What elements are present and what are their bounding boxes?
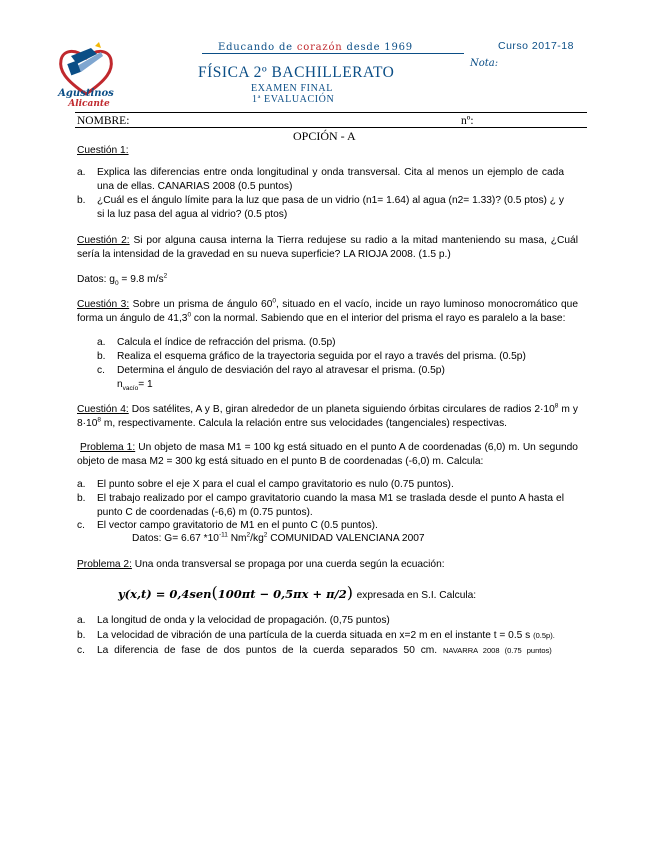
list-marker: a.	[77, 479, 86, 490]
exam-subtitle-evaluation: 1ª EVALUACIÓN	[252, 94, 335, 105]
problem-1: Problema 1: Un objeto de masa M1 = 100 kg está situado en el punto A de coordenadas (6,0) m. Un segundo objeto de masa M2 = 300 kg está situado en el punto B de coordenadas (-6,0) m. Calcula:	[77, 442, 578, 467]
wave-equation: y(x,t) = 0,4sen(100πt − 0,5πx + π/2) expresada en S.I. Calcula:	[118, 583, 477, 602]
question-2: Cuestión 2: Si por alguna causa interna la Tierra redujese su radio a la mitad manteniendo su masa, ¿Cuál sería la intensidad de la gravedad en su nueva superficie? LA RIOJA 2008. (1.5 p.)	[77, 235, 578, 260]
question-3a-text: Calcula el índice de refracción del prisma. (0.5p)	[117, 337, 336, 348]
question-2-title: Cuestión 2:	[77, 235, 130, 246]
problem-1-data: Datos: G= 6.67 $*10^{-11}$ $Nm^2/kg^2$ COMUNIDAD VALENCIANA 2007	[132, 531, 425, 544]
student-name-label: NOMBRE:	[77, 115, 130, 127]
list-marker: c.	[77, 645, 85, 656]
problem-2-title: Problema 2:	[77, 559, 132, 570]
list-marker: c.	[97, 365, 105, 376]
problem-2: Problema 2: Una onda transversal se propaga por una cuerda según la ecuación:	[77, 559, 445, 570]
question-4: Cuestión 4: Dos satélites, A y B, giran alrededor de un planeta siguiendo órbitas circulares de radios $2\cdot 10^8$ m y $8\cdot 10^8$ m, respectivamente. Calcula la relación entre sus velocidades (tangenciales) respectivas.	[77, 402, 579, 429]
problem-2b-text: La velocidad de vibración de una partícula de la cuerda situada en x=2 m en el instante t = 0.5 s (0.5p).	[97, 630, 555, 641]
list-marker: c.	[77, 520, 85, 531]
problem-2a-text: La longitud de onda y la velocidad de propagación. (0,75 puntos)	[97, 615, 390, 626]
logo-text-agustinos: Agustinos	[58, 88, 114, 99]
grade-label: Nota:	[470, 58, 499, 69]
school-motto: Educando de corazón desde 1969	[218, 42, 413, 53]
list-marker: a.	[77, 167, 86, 178]
question-2-data: Datos: $g_0 = 9.8$ $m/s^2$	[77, 272, 168, 288]
header-rule	[202, 53, 464, 54]
list-marker: b.	[77, 493, 86, 504]
question-3b-text: Realiza el esquema gráfico de la trayectoria seguida por el rayo a través del prisma. (0.5p)	[117, 351, 526, 362]
name-rule-top	[75, 112, 587, 113]
question-3: Cuestión 3: Sobre un prisma de ángulo $60^0$, situado en el vacío, incide un rayo luminoso monocromático que forma un ángulo de 41,3$^0$ con la normal. Sabiendo que en el interior del prisma el rayo es paralelo a la base:	[77, 297, 578, 324]
question-4-title: Cuestión 4:	[77, 404, 129, 415]
question-1-title: Cuestión 1:	[77, 145, 129, 156]
problem-1b-text: El trabajo realizado por el campo gravitatorio cuando la masa M1 se traslada desde el punto A hasta el punto C de coordenadas (-6,6) m (0.75 puntos).	[97, 493, 564, 518]
exam-subtitle-final: EXAMEN FINAL	[251, 83, 333, 94]
problem-2c-text: La diferencia de fase de dos puntos de la cuerda separados 50 cm. NAVARRA 2008 (0.75 puntos)	[97, 645, 552, 656]
exam-title: FÍSICA 2º BACHILLERATO	[198, 64, 395, 81]
problem-1-title: Problema 1:	[80, 442, 136, 453]
question-3c-text: Determina el ángulo de desviación del rayo al atravesar el prisma. (0.5p)	[117, 365, 445, 376]
question-3-refractive-index: $n_{vacío}= 1$	[117, 379, 153, 393]
list-marker: b.	[97, 351, 106, 362]
option-title: OPCIÓN - A	[293, 129, 356, 143]
school-logo	[55, 40, 117, 108]
question-1a-text: Explica las diferencias entre onda longitudinal y onda transversal. Cita al menos un ejemplo de cada una de ellas. CANARIAS 2008 (0.5 puntos)	[97, 167, 564, 192]
logo-text-alicante: Alicante	[68, 99, 110, 108]
question-3-title: Cuestión 3:	[77, 299, 130, 310]
list-marker: b.	[77, 195, 86, 206]
problem-1c-text: El vector campo gravitatorio de M1 en el punto C (0.5 puntos).	[97, 520, 378, 531]
list-marker: a.	[97, 337, 106, 348]
question-1b-text: ¿Cuál es el ángulo límite para la luz que pasa de un vidrio (n1= 1.64) al agua (n2= 1.33)? (0.5 ptos) ¿ y si la luz pasa del agua al vidrio? (0.5 ptos)	[97, 195, 564, 220]
list-marker: a.	[77, 615, 86, 626]
problem-1a-text: El punto sobre el eje X para el cual el campo gravitatorio es nulo (0.75 puntos).	[97, 479, 454, 490]
name-rule-bottom	[75, 127, 587, 128]
student-number-label: nº:	[461, 115, 474, 127]
course-year: Curso 2017-18	[498, 40, 574, 52]
list-marker: b.	[77, 630, 86, 641]
